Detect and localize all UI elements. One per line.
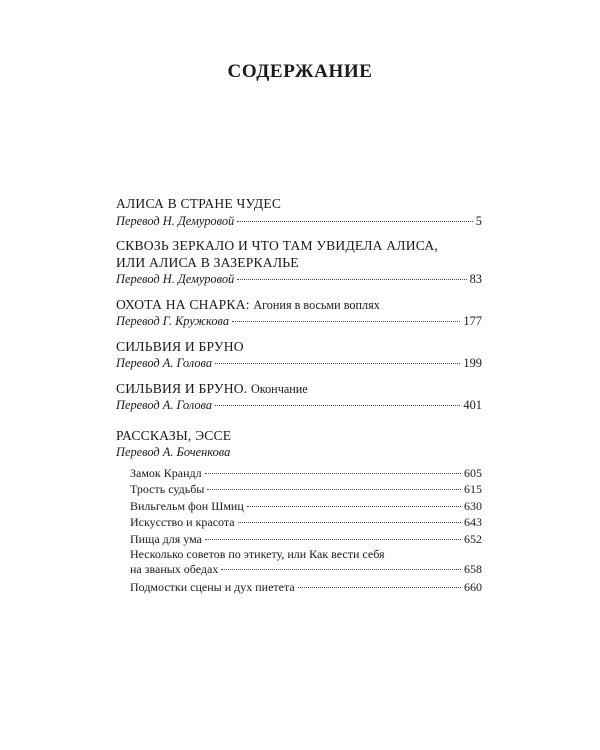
page-number: 660	[464, 580, 482, 594]
item-title: Пища для ума	[130, 531, 202, 546]
toc-section-sylvie-bruno	[116, 339, 482, 372]
section-title-main: СИЛЬВИЯ И БРУНО.	[116, 380, 248, 396]
toc-section-stories-essays	[116, 428, 482, 596]
toc-entry[interactable]	[130, 531, 482, 547]
translator-credit: Перевод Н. Демуровой	[116, 272, 235, 286]
toc-entry[interactable]	[130, 498, 482, 514]
page-number: 643	[464, 515, 482, 529]
toc-section-alice-wonderland	[116, 196, 482, 229]
page-number: 401	[463, 398, 482, 412]
dot-leader	[232, 321, 460, 322]
section-title: АЛИСА В СТРАНЕ ЧУДЕС	[116, 196, 282, 211]
page-number: 605	[464, 465, 482, 480]
section-subtitle: Агония в восьми воплях	[253, 297, 380, 312]
translator-credit: Перевод Н. Демуровой	[116, 213, 235, 228]
toc-section-looking-glass	[116, 238, 482, 288]
dot-leader	[221, 569, 461, 570]
toc-entry[interactable]	[130, 579, 482, 595]
item-title: Замок Крандл	[130, 465, 202, 480]
page-number: 630	[464, 498, 482, 513]
page-title: СОДЕРЖАНИЕ	[227, 61, 373, 82]
page-number: 658	[464, 562, 482, 576]
item-title: Вильгельм фон Шмиц	[130, 498, 244, 513]
dot-leader	[215, 363, 460, 364]
toc-entry[interactable]	[130, 514, 482, 530]
dot-leader	[205, 473, 461, 474]
toc-section-sylvie-bruno-concluded	[116, 381, 482, 414]
dot-leader	[205, 539, 461, 540]
toc-entry[interactable]	[116, 271, 482, 288]
item-title-line1: Несколько советов по этикету, или Как вести себя	[130, 547, 385, 561]
translator-credit: Перевод А. Голова	[116, 356, 213, 370]
section-title-line1: СКВОЗЬ ЗЕРКАЛО И ЧТО ТАМ УВИДЕЛА АЛИСА,	[116, 238, 438, 253]
translator-credit: Перевод А. Боченкова	[116, 445, 231, 459]
page-number: 615	[464, 482, 482, 496]
dot-leader	[215, 405, 460, 406]
toc-section-snark	[116, 297, 482, 330]
section-title: РАССКАЗЫ, ЭССЕ	[116, 427, 232, 443]
section-title-main: ОХОТА НА СНАРКА:	[116, 296, 250, 312]
translator-credit: Перевод Г. Кружкова	[116, 314, 230, 328]
section-subtitle: Окончание	[250, 381, 308, 396]
dot-leader	[247, 506, 461, 507]
page-number: 652	[464, 531, 482, 546]
section-title	[116, 297, 482, 314]
translator-credit: Перевод А. Голова	[116, 398, 213, 412]
toc-entry[interactable]	[130, 481, 482, 497]
toc-entry[interactable]	[116, 213, 482, 230]
section-title-line2: ИЛИ АЛИСА В ЗАЗЕРКАЛЬЕ	[116, 254, 299, 270]
toc-entry[interactable]	[116, 355, 482, 372]
dot-leader	[237, 279, 466, 280]
page-number: 5	[475, 213, 482, 228]
dot-leader	[237, 221, 473, 222]
item-title: Искусство и красота	[130, 515, 235, 529]
item-title-line2: на званых обедах	[130, 562, 219, 576]
page-number: 199	[463, 356, 482, 370]
dot-leader	[298, 587, 461, 588]
table-of-contents	[116, 196, 482, 604]
item-title: Трость судьбы	[130, 482, 205, 496]
item-title: Подмостки сцены и дух пиетета	[130, 580, 295, 594]
toc-entry-multiline[interactable]	[130, 547, 482, 577]
page-number: 177	[463, 314, 482, 328]
toc-entry[interactable]	[116, 313, 482, 330]
toc-entry[interactable]	[116, 397, 482, 414]
section-title	[116, 381, 482, 398]
toc-subitems	[130, 465, 482, 596]
dot-leader	[238, 522, 461, 523]
page-number: 83	[469, 272, 482, 286]
dot-leader	[207, 489, 461, 490]
toc-entry[interactable]	[130, 465, 482, 481]
toc-entry	[130, 562, 482, 577]
section-title: СИЛЬВИЯ И БРУНО	[116, 338, 244, 354]
